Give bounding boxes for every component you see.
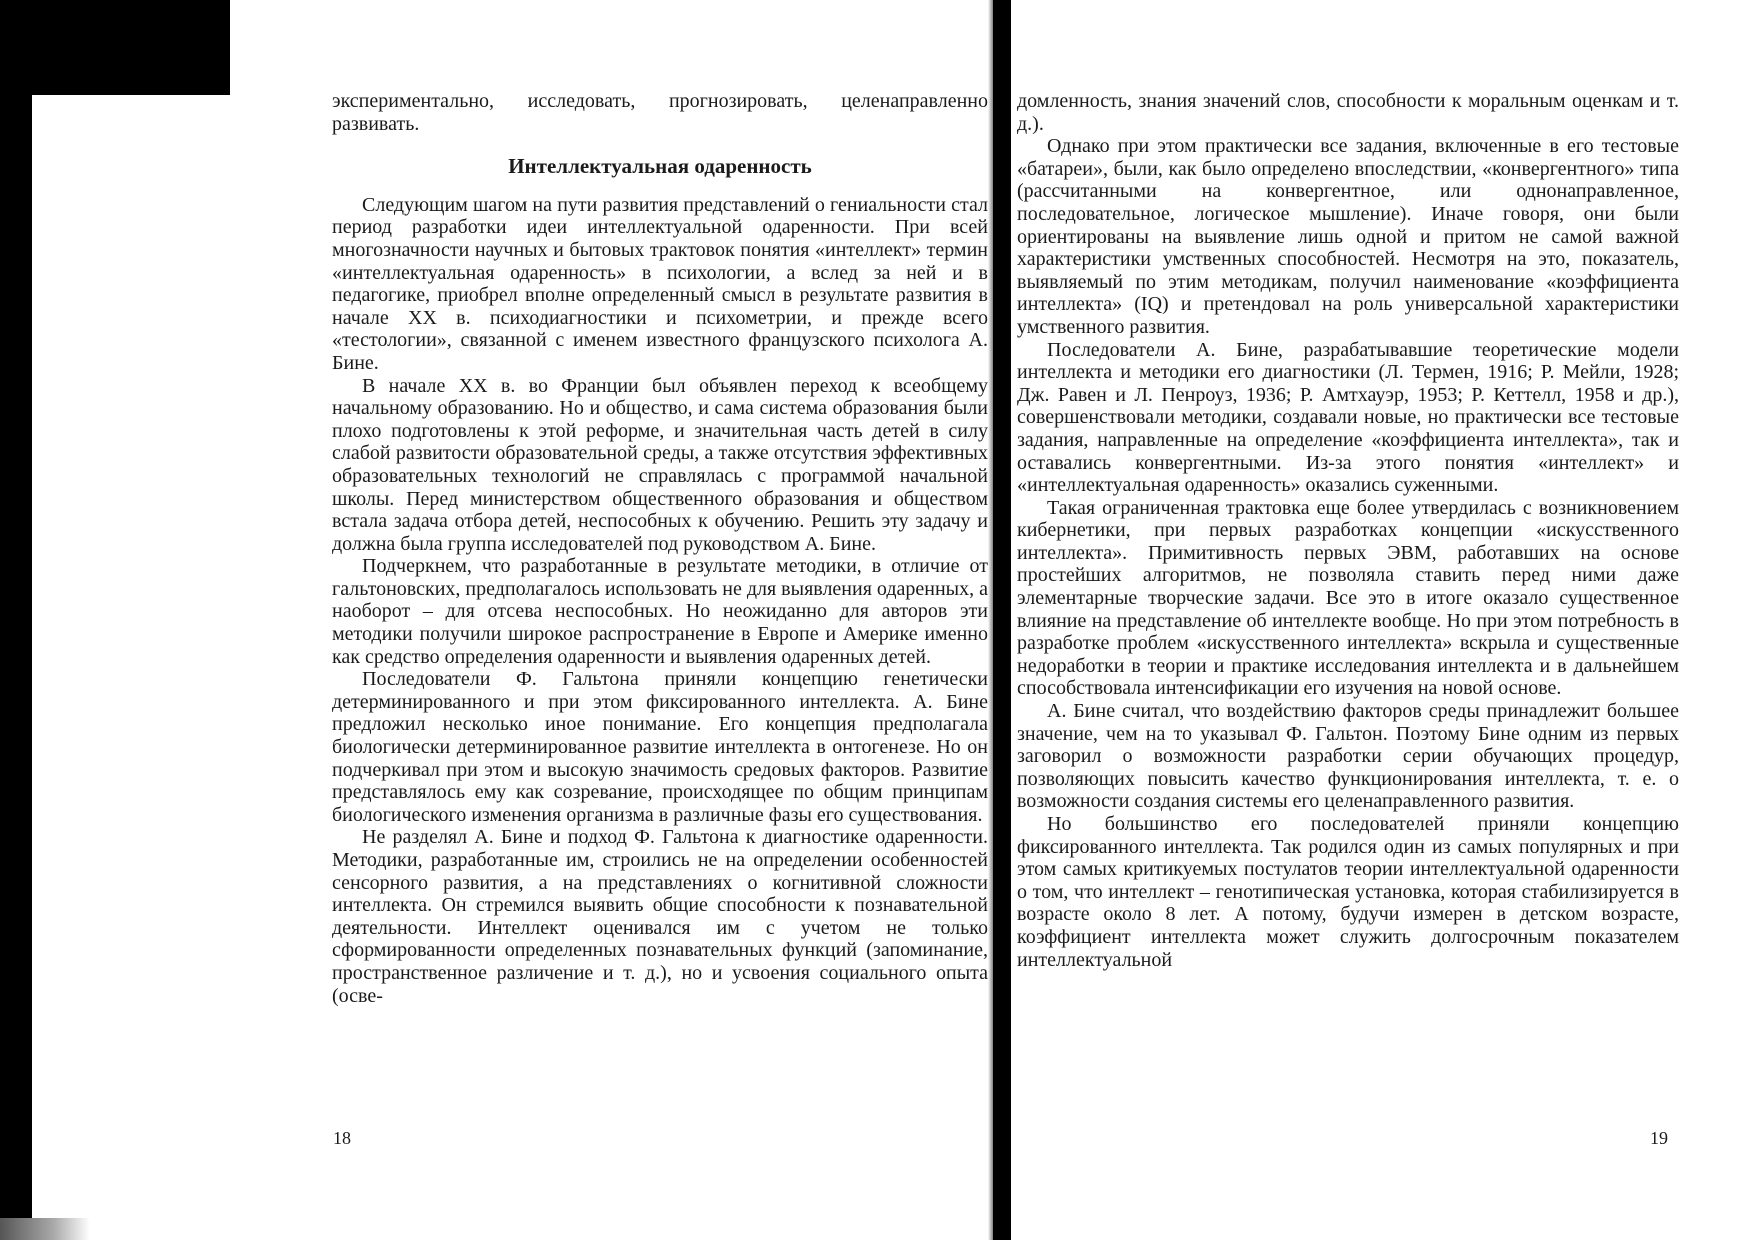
section-heading: Интеллектуальная одаренность [508,154,812,179]
left-intro-paragraph: экспериментально, исследовать, прогнозировать, целенаправленно развивать. [332,90,988,135]
scan-edge-bottom [0,1218,90,1240]
book-gutter [993,0,1011,1240]
scan-edge-top [0,0,230,95]
right-paragraph-3: Такая ограниченная трактовка еще более утвердилась с возникновением кибернетики, при первых разработках концепции «искусственного интеллекта». Примитивность первых ЭВМ, работавших на основе простейших алгоритмов, не позволяла ставить перед ними даже элементарные творческие задачи. Все это в итоге оказало существенное влияние на представление об интеллекте вообще. Но при этом потребность в разработке проблем «искусственного интеллекта» вскрыла и существенные недоработки в теории и практике исследования интеллекта и в дальнейшем способствовала интенсификации его изучения на новой основе. [1017,496,1679,700]
page-number-left: 18 [333,1128,351,1148]
left-paragraph-3: Подчеркнем, что разработанные в результате методики, в отличие от гальтоновских, предполагалось использовать не для выявления одаренных, а наоборот – для отсева неспособных. Но неожиданно для авторов эти методики получили широкое распространение в Европе и Америке именно как средство определения одаренности и выявления одаренных детей. [332,555,988,668]
scan-edge-left [0,95,32,1240]
right-intro-paragraph: домленность, знания значений слов, способности к моральным оценкам и т. д.). [1017,90,1679,135]
right-paragraph-5: Но большинство его последователей приняли концепцию фиксированного интеллекта. Так родился один из самых популярных и при этом самых критикуемых постулатов теории интеллектуальной одаренности о том, что интеллект – генотипическая установка, которая стабилизируется в возрасте около 8 лет. А потому, будучи измерен в детском возрасте, коэффициент интеллекта может служить долгосрочным показателем интеллектуальной [1017,813,1679,971]
left-paragraph-4: Последователи Ф. Гальтона приняли концепцию генетически детерминированного и при этом фиксированного интеллекта. А. Бине предложил несколько иное понимание. Его концепция предполагала биологически детерминированное развитие интеллекта в онтогенезе. Но он подчеркивал при этом и высокую значимость средовых факторов. Развитие представлялось ему как созревание, происходящее по общим принципам биологического изменения организма в различные фазы его существования. [332,668,988,826]
left-paragraph-1: Следующим шагом на пути развития представлений о гениальности стал период разработки идеи интеллектуальной одаренности. При всей многозначности научных и бытовых трактовок понятия «интеллект» термин «интеллектуальная одаренность» в психологии, а вслед за ней и в педагогике, приобрел вполне определенный смысл в результате развития в начале XX в. психодиагностики и психометрии, и прежде всего «тестологии», связанной с именем известного французского психолога А. Бине. [332,193,988,374]
page-number-right: 19 [1650,1128,1668,1148]
right-paragraph-1: Однако при этом практически все задания, включенные в его тестовые «батареи», были, как было определено впоследствии, «конвергентного» типа (рассчитанными на конвергентное, или однонаправленное, последовательное, логическое мышление). Иначе говоря, они были ориентированы на выявление лишь одной и притом не самой важной характеристики умственных способностей. Несмотря на это, показатель, выявляемый по этим методикам, получил наименование «коэффициента интеллекта» (IQ) и претендовал на роль универсальной характеристики умственного развития. [1017,135,1679,338]
left-paragraph-5: Не разделял А. Бине и подход Ф. Гальтона к диагностике одаренности. Методики, разработанные им, строились не на определении особенностей сенсорного развития, а на представлениях о когнитивной сложности интеллекта. Он стремился выявить общие способности к познавательной деятельности. Интеллект оценивался им с учетом не только сформированности определенных познавательных функций (запоминание, пространственное различение и т. д.), но и усвоения социального опыта (осве- [332,826,988,1007]
left-page [332,90,988,1007]
right-paragraph-2: Последователи А. Бине, разрабатывавшие теоретические модели интеллекта и методики его диагностики (Л. Термен, 1916; Р. Мейли, 1928; Дж. Равен и Л. Пенроуз, 1936; Р. Амтхауэр, 1953; Р. Кеттелл, 1958 и др.), совершенствовали методики, создавали новые, но практически все тестовые задания, направленные на определение «коэффициента интеллекта», так и оставались конвергентными. Из-за этого понятия «интеллект» и «интеллектуальная одаренность» оказались суженными. [1017,338,1679,497]
right-paragraph-4: А. Бине считал, что воздействию факторов среды принадлежит большее значение, чем на то указывал Ф. Гальтон. Поэтому Бине одним из первых заговорил о возможности разработки серии обучающих процедур, позволяющих повысить качество функционирования интеллекта, т. е. о возможности создания системы его целенаправленного развития. [1017,700,1679,813]
left-paragraph-2: В начале XX в. во Франции был объявлен переход к всеобщему начальному образованию. Но и общество, и сама система образования были плохо подготовлены к этой реформе, и значительная часть детей в силу слабой развитости образовательной среды, а также отсутствия эффективных образовательных технологий не справлялась с программой начальной школы. Перед министерством общественного образования и обществом встала задача отбора детей, неспособных к обучению. Решить эту задачу и должна была группа исследователей под руководством А. Бине. [332,374,988,555]
right-page [1017,90,1679,971]
